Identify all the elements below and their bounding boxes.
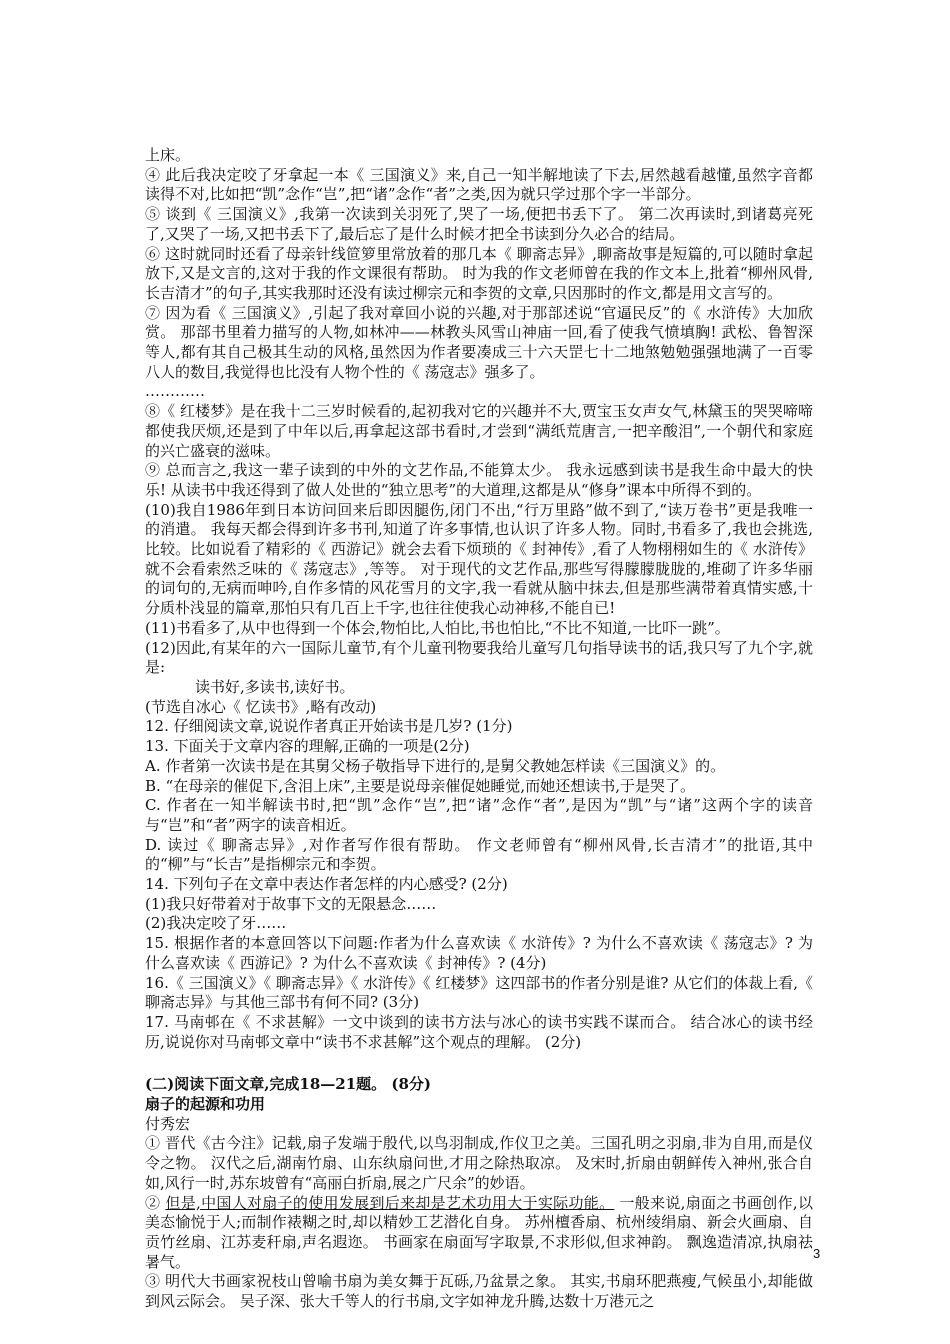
option-d: D. 读过《 聊斋志异》,对作者写作很有帮助。 作文老师曾有“柳州风骨,长吉清才”的批语,其中的“柳”与“长吉”是指柳宗元和李贺。	[145, 835, 813, 874]
paragraph-5: ⑤ 谈到《 三国演义》,我第一次读到关羽死了,哭了一场,便把书丢下了。 第二次再读时,到诸葛亮死了,又哭了一场,又把书丢下了,最后忘了是什么时候才把全书读到分久必合的结局。	[145, 205, 813, 243]
page-number: 3	[813, 1246, 821, 1261]
section-2-heading: (二)阅读下面文章,完成18—21题。 (8分)	[145, 1075, 432, 1094]
option-c: C. 作者在一知半解读书时,把“凯”念作“岂”,把“诸”念作“者”,是因为“凯”与“诸”这两个字的读音与“岂”和“者”两字的读音相近。	[145, 796, 813, 834]
question-14-item-1: (1)我只好带着对于故事下文的无限悬念……	[145, 894, 437, 913]
reading-motto: 读书好,多读书,读好书。	[195, 677, 355, 696]
question-14: 14. 下列句子在文章中表达作者怎样的内心感受? (2分)	[145, 875, 508, 894]
ellipsis: …………	[145, 382, 205, 401]
article-title: 扇子的起源和功用	[145, 1095, 266, 1114]
paragraph-10: (10)我自1986年到日本访问回来后即因腿伤,闭门不出,“行万里路”做不到了,“读万卷书”更是我唯一的消遣。 我每天都会得到许多书刊,知道了许多事情,也认识了许多人物。同时,书看多了,我也会挑选,比较。比如说看了精彩的《 西游记》就会去看下烦琐的《 封神传》,看了人物栩栩如生的《 水浒传》就不会看索然乏味的《 荡寇志》,等等。 对于现代的文艺作品,那些写得朦朦胧胧的,堆砌了许多华丽的词句的,无病而呻吟,自作多情的风花雪月的文字,我一看就从脑中抹去,但是那些满带着真情实感,十分质朴浅显的篇章,那怕只有几百上千字,也往往使我心动神移,不能自已!	[145, 500, 813, 618]
paragraph-9: ⑨ 总而言之,我这一辈子读到的中外的文艺作品,不能算太少。 我永远感到读书是我生命中最大的快乐! 从读书中我还得到了做人处世的“独立思考”的大道理,这都是从“修身”课本中所得不到的。	[145, 461, 813, 499]
option-b: B. “在母亲的催促下,含泪上床”,主要是说母亲催促她睡觉,而她还想读书,于是哭了。	[145, 776, 695, 795]
paragraph-body: 一般来说,扇面之书画创作,以美态愉悦于人;而制作裱糊之时,却以精妙工艺潜化自身。 苏州檀香扇、杭州绫绢扇、新会火画扇、自贡竹丝扇、江苏麦秆扇,声名遐迩。 书画家在扇面写字取景,不求形似,但求神韵。 飘逸造清凉,执扇祛暑气。	[145, 1193, 813, 1271]
question-12: 12. 仔细阅读文章,说说作者真正开始读书是几岁? (1分)	[145, 717, 513, 736]
paragraph-11: (11)书看多了,从中也得到一个体会,物怕比,人怕比,书也怕比,“不比不知道,一比吓一跳”。	[145, 618, 730, 637]
article-paragraph-2	[145, 1194, 813, 1273]
question-16: 16.《 三国演义》《 聊斋志异》《 水浒传》《 红楼梦》这四部书的作者分别是谁? 从它们的体裁上看,《 聊斋志异》与其他三部书有何不同? (3分)	[145, 973, 814, 1012]
article-paragraph-3: ③ 明代大书画家祝枝山曾喻书扇为美女舞于瓦砾,乃盆景之象。 其实,书扇环肥燕瘦,气候虽小,却能做到风云际会。 吴子深、张大千等人的行书扇,文字如神龙升腾,达数十万港元之	[145, 1272, 813, 1311]
question-13: 13. 下面关于文章内容的理解,正确的一项是(2分)	[145, 737, 470, 756]
paragraph-8: ⑧《 红楼梦》是在我十二三岁时候看的,起初我对它的兴趣并不大,贾宝玉女声女气,林黛玉的哭哭啼啼都使我厌烦,还是到了中年以后,再拿起这部书看时,才尝到“满纸荒唐言,一把辛酸泪”,一个朝代和家庭的兴亡盛衰的滋味。	[145, 402, 813, 460]
page-text	[145, 146, 813, 1312]
paragraph-6: ⑥ 这时就同时还看了母亲针线笸箩里常放着的那几本《 聊斋志异》,聊斋故事是短篇的,可以随时拿起放下,又是文言的,这对于我的作文课很有帮助。 时为我的作文老师曾在我的作文本上,批着“柳州风骨,长吉清才”的句子,其实我那时还没有读过柳宗元和李贺的文章,只因那时的作文,都是用文言写的。	[145, 244, 813, 302]
question-15: 15. 根据作者的本意回答以下问题:作者为什么喜欢读《 水浒传》? 为什么不喜欢读《 荡寇志》? 为什么喜欢读《 西游记》? 为什么不喜欢读《 封神传》? (4分)	[145, 934, 813, 972]
article-paragraph-1: ① 晋代《古今注》记载,扇子发端于殷代,以鸟羽制成,作仪卫之美。三国孔明之羽扇,非为自用,而是仪令之物。 汉代之后,湖南竹扇、山东纨扇问世,才用之除热取凉。 及宋时,折扇由朝鲜传入神州,张合自如,风行一时,苏东坡曾有“高丽白折扇,展之广尺余”的妙语。	[145, 1134, 813, 1192]
question-17: 17. 马南邨在《 不求甚解》一文中谈到的读书方法与冰心的读书实践不谋而合。 结合冰心的读书经历,说说你对马南邨文章中“读书不求甚解”这个观点的理解。 (2分)	[145, 1012, 813, 1051]
paragraph-marker: ②	[145, 1193, 166, 1212]
underlined-sentence: 但是,中国人对扇子的使用发展到后来却是艺术功用大于实际功能。	[165, 1193, 615, 1212]
question-14-item-2: (2)我决定咬了牙……	[145, 914, 287, 933]
paragraph-7: ⑦ 因为看《 三国演义》,引起了我对章回小说的兴趣,对于那部述说“官逼民反”的《 水浒传》大加欣赏。 那部书里着力描写的人物,如林冲——林教头风雪山神庙一回,看了使我气愤填胸! 武松、鲁智深等人,都有其自己极其生动的风格,虽然因为作者要凑成三十六天罡七十二地煞勉勉强强地满了一百零八人的数目,我觉得也比没有人物个性的《 荡寇志》强多了。	[145, 303, 813, 381]
paragraph-4: ④ 此后我决定咬了牙拿起一本《 三国演义》来,自己一知半解地读了下去,居然越看越懂,虽然字音都读得不对,比如把“凯”念作“岂”,把“诸”念作“者”之类,因为就只学过那个字一半部分。	[145, 165, 813, 204]
paragraph-12: (12)因此,有某年的六一国际儿童节,有个儿童刊物要我给儿童写几句指导读书的话,我只写了九个字,就是:	[145, 638, 813, 677]
article-author: 付秀宏	[145, 1114, 191, 1133]
option-a: A. 作者第一次读书是在其舅父杨子敬指导下进行的,是舅父教她怎样读《三国演义》的。	[145, 756, 726, 775]
source-note: (节选自冰心《 忆读书》,略有改动)	[145, 697, 377, 716]
paragraph: 上床。	[145, 146, 191, 164]
